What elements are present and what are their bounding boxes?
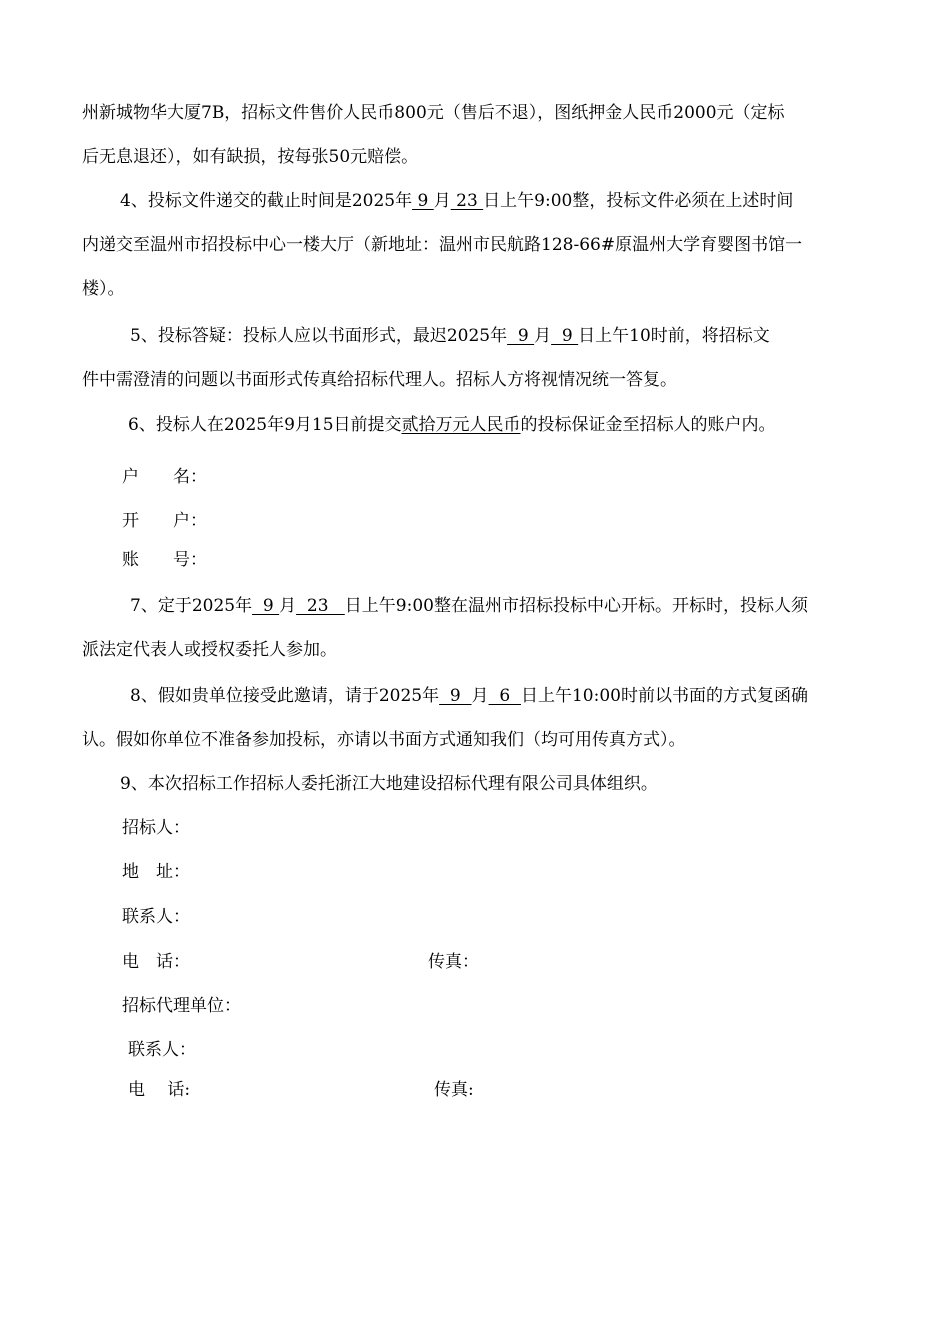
p7-text-b: 月 xyxy=(279,596,297,616)
p4-line-3: 楼）。 xyxy=(82,279,125,299)
tenderer-contact-label: 联系人： xyxy=(122,907,190,927)
p3-line-1: 州新城物华大厦7B，招标文件售价人民币800元（售后不退），图纸押金人民币2000元（定标 xyxy=(82,103,785,123)
p7-month-field: 9 xyxy=(252,596,280,616)
account-name-label: 户 名： xyxy=(122,467,207,487)
agent-name-label: 招标代理单位： xyxy=(122,996,241,1016)
agent-phone-label: 电 话: xyxy=(128,1080,191,1100)
p4-text-a: 4、投标文件递交的截止时间是2025年 xyxy=(120,191,413,211)
p6-text-a: 6、投标人在2025年9月15日前提交 xyxy=(128,415,402,435)
tenderer-phone-label: 电 话： xyxy=(122,952,190,972)
p7-day-field: 23 xyxy=(296,596,345,616)
p3-line-2: 后无息退还），如有缺损，按每张50元赔偿。 xyxy=(82,147,419,167)
p5-line-1 xyxy=(130,324,770,348)
p7-line-1 xyxy=(130,594,808,618)
p4-line-2: 内递交至温州市招投标中心一楼大厅（新地址：温州市民航路128-66#原温州大学育婴图书馆一 xyxy=(82,235,803,255)
p7-text-a: 7、定于2025年 xyxy=(130,596,253,616)
p5-text-c: 日上午10时前，将招标文 xyxy=(578,326,770,346)
p5-line-2: 件中需澄清的问题以书面形式传真给招标代理人。招标人方将视情况统一答复。 xyxy=(82,370,677,390)
tenderer-name-label: 招标人： xyxy=(122,818,190,838)
p4-line-1 xyxy=(120,189,793,213)
tenderer-fax-label: 传真： xyxy=(428,952,479,972)
p8-month-field: 9 xyxy=(439,686,472,706)
p4-text-c: 日上午9:00整，投标文件必须在上述时间 xyxy=(483,191,794,211)
account-number-label: 账 号： xyxy=(122,550,207,570)
p7-line-2: 派法定代表人或授权委托人参加。 xyxy=(82,640,337,660)
p8-line-1 xyxy=(130,684,808,708)
p8-text-c: 日上午10:00时前以书面的方式复函确 xyxy=(520,686,808,706)
p5-text-a: 5、投标答疑：投标人应以书面形式，最迟2025年 xyxy=(130,326,508,346)
p4-day-field: 23 xyxy=(450,191,484,211)
p8-day-field: 6 xyxy=(488,686,521,706)
p4-month-field: 9 xyxy=(412,191,434,211)
p6-line-1 xyxy=(128,413,776,437)
p8-text-a: 8、假如贵单位接受此邀请，请于2025年 xyxy=(130,686,440,706)
p4-text-b: 月 xyxy=(433,191,451,211)
p8-line-2: 认。假如你单位不准备参加投标，亦请以书面方式通知我们（均可用传真方式）。 xyxy=(82,730,686,750)
p9-line: 9、本次招标工作招标人委托浙江大地建设招标代理有限公司具体组织。 xyxy=(120,774,658,794)
p6-text-b: 的投标保证金至招标人的账户内。 xyxy=(520,415,776,435)
agent-fax-label: 传真: xyxy=(434,1080,474,1100)
p8-text-b: 月 xyxy=(471,686,489,706)
p6-amount-field: 贰拾万元人民币 xyxy=(401,415,521,435)
p7-text-c: 日上午9:00整在温州市招标投标中心开标。开标时，投标人须 xyxy=(344,596,808,616)
p5-day-field: 9 xyxy=(551,326,579,346)
p5-month-field: 9 xyxy=(507,326,535,346)
agent-contact-label: 联系人： xyxy=(128,1040,196,1060)
account-bank-label: 开 户： xyxy=(122,511,207,531)
tenderer-address-label: 地 址： xyxy=(122,862,190,882)
p5-text-b: 月 xyxy=(534,326,552,346)
